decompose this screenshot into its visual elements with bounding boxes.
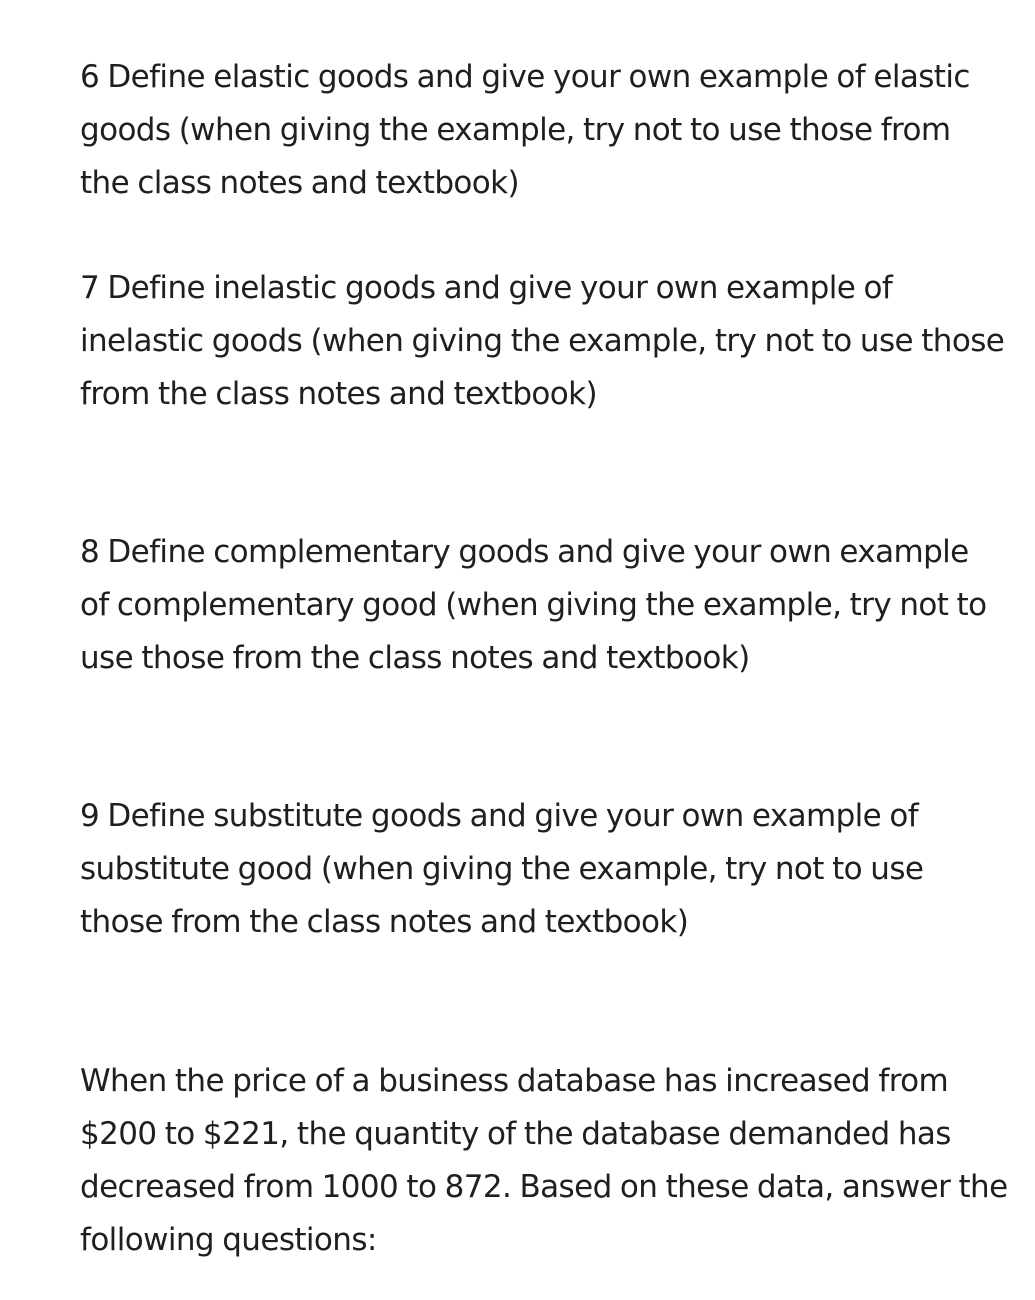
question-6-line: 6 Define elastic goods and give your own example of elastic	[80, 59, 970, 95]
question-9-line: those from the class notes and textbook)	[80, 904, 689, 940]
question-8-line: of complementary good (when giving the example, try not to	[80, 587, 987, 623]
database-price-problem	[80, 1055, 1008, 1267]
question-6	[80, 51, 970, 210]
question-7-line: from the class notes and textbook)	[80, 376, 597, 412]
database-problem-line: decreased from 1000 to 872. Based on these data, answer the	[80, 1169, 1008, 1205]
question-6-line: the class notes and textbook)	[80, 165, 519, 201]
question-7-line: inelastic goods (when giving the example, try not to use those	[80, 323, 1005, 359]
question-9	[80, 790, 923, 949]
question-8-line: 8 Define complementary goods and give your own example	[80, 534, 969, 570]
database-problem-line: When the price of a business database has increased from	[80, 1063, 949, 1099]
question-7	[80, 262, 1004, 421]
question-8	[80, 526, 986, 685]
database-problem-line: $200 to $221, the quantity of the database demanded has	[80, 1116, 951, 1152]
question-7-line: 7 Define inelastic goods and give your own example of	[80, 270, 893, 306]
question-6-line: goods (when giving the example, try not to use those from	[80, 112, 951, 148]
question-8-line: use those from the class notes and textbook)	[80, 640, 750, 676]
question-9-line: substitute good (when giving the example, try not to use	[80, 851, 924, 887]
database-problem-line: following questions:	[80, 1222, 377, 1258]
question-9-line: 9 Define substitute goods and give your own example of	[80, 798, 919, 834]
